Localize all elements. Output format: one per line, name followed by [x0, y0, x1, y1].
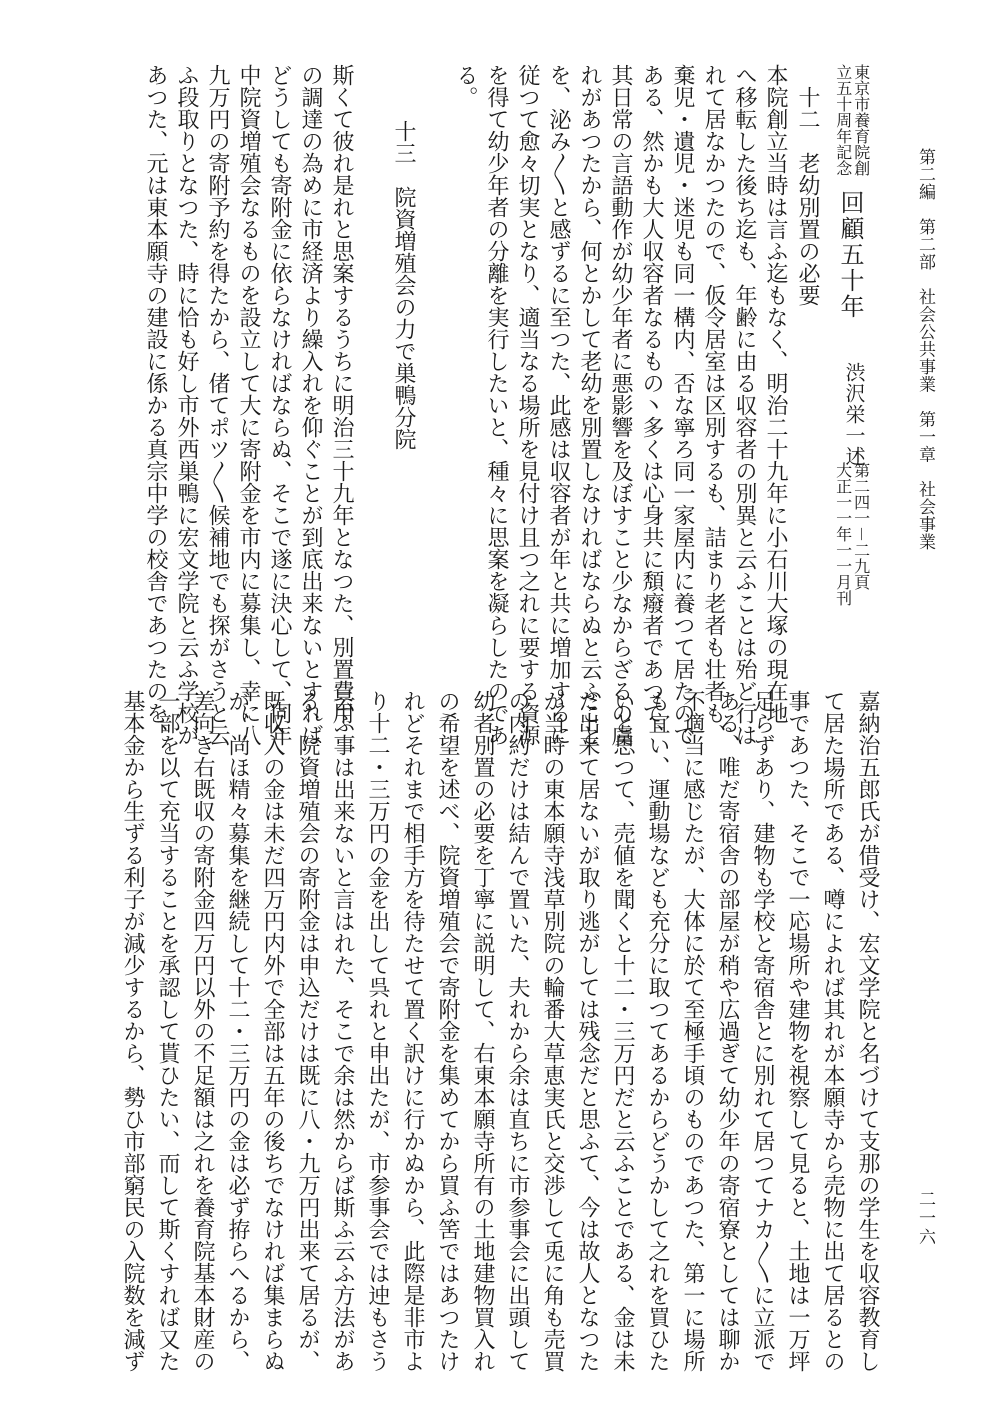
text-column: る。	[453, 64, 478, 108]
text-column: る、院資増殖会の寄附金は申込だけは既に八・九万円出来て居るが、	[295, 690, 320, 1372]
text-column: て居た場所である、噂によれば其れが本願寺から売物に出て居るとの	[820, 690, 845, 1372]
source-publisher-line1: 東京市養育院創	[851, 64, 871, 176]
text-column: 嘉納治五郎氏が借受け、宏文学院と名づけて支那の学生を収容教育し	[855, 690, 880, 1372]
text-column: 差向き右既収の寄附金四万円以外の不足額は之れを養育院基本財産の	[190, 690, 215, 1372]
text-column: だ出来て居ないが取り逃がしては残念だと思ふて、今は故人となつた	[575, 690, 600, 1372]
text-column: 一部を以て充当することを承認して貰ひたい、而して斯くすれば又た	[155, 690, 180, 1372]
running-head: 第二編 第二部 社会公共事業 第一章 社会事業	[915, 148, 935, 551]
text-column: へ移転した後ち迄も、年齢に由る収容者の別異と云ふことは殆ど行は	[732, 64, 757, 746]
source-title: 回顧五十年	[836, 190, 864, 320]
text-column: ある、然かも大人収容者なるもの丶多くは心身共に頽癈者であつて、	[639, 64, 664, 746]
text-column: 棄児・遺児・迷児も同一構内、否な寧ろ同一家屋内に養つて居たので	[670, 64, 695, 746]
text-column: 足らずあり、建物も学校と寄宿舎とに別れて居つてナカ〳〵に立派で	[750, 690, 775, 1372]
text-column: の調達の為めに市経済より繰入れを仰ぐことが到底出来ないとすれば	[298, 64, 323, 746]
text-column: 基本金から生ずる利子が減少するから、勢ひ市部窮民の入院数を減ず	[120, 690, 145, 1372]
text-column: 従つて愈々切実となり、適当なる場所を見付け且つ之れに要する資源	[515, 64, 540, 746]
source-ref-line1: 第二四一－二九頁	[851, 462, 871, 591]
text-column: いと思つて、売値を聞くと十二・三万円だと云ふことである、金は未	[610, 690, 635, 1372]
text-column: 中院資増殖会なるものを設立して大に寄附金を市内に募集し、幸に八	[236, 64, 261, 746]
text-column: あつた、元は東本願寺の建設に係かる真宗中学の校舎であつたのを、	[143, 64, 168, 746]
source-publisher-line2: 立五十周年記念	[833, 64, 853, 176]
text-column: 云ふ事は出来ないと言はれた、そこで余は然からば斯ふ云ふ方法があ	[330, 690, 355, 1372]
text-column: が当時の東本願寺浅草別院の輪番大草恵実氏と交渉して兎に角も売買	[540, 690, 565, 1372]
text-column: も宜い、運動場なども充分に取つてあるからどうかして之れを買ひた	[645, 690, 670, 1372]
text-column: が、尚ほ精々募集を継続して十二・三万円の金は必ず拵らへるから、	[225, 690, 250, 1372]
text-column: 其日常の言語動作が幼少年者に悪影響を及ぼすこと少なからざるの虞	[608, 64, 633, 746]
text-column: を得て幼少年者の分離を実行したいと、種々に思案を凝らしたのであ	[484, 64, 509, 746]
text-column: どうしても寄附金に依らなければならぬ、そこで遂に決心して、同年	[267, 64, 292, 746]
text-column: 既収入の金は未だ四万円内外で全部は五年の後ちでなければ集まらぬ	[260, 690, 285, 1372]
text-column: 斯くて彼れ是れと思案するうちに明治三十九年となつた、別置費用	[329, 64, 354, 724]
text-column: を、泌み〳〵と感ずるに至つた、此感は収容者が年と共に増加するに	[546, 64, 571, 746]
text-column: 本院創立当時は言ふ迄もなく、明治二十九年に小石川大塚の現在地	[763, 64, 788, 724]
text-column: 幼者別置の必要を丁寧に説明して、右東本願寺所有の土地建物買入れ	[470, 690, 495, 1372]
source-ref-line2: 大正一一年一一月刊	[833, 462, 853, 606]
text-column: れがあつたから、何とかして老幼を別置しなければならぬと云ふこと	[577, 64, 602, 746]
heading-twelve: 十二 老幼別置の必要	[795, 64, 820, 306]
text-column: ふ段取りとなつた、時に恰も好し市外西巣鴨に宏文学院と云ふ学校が	[174, 64, 199, 746]
text-column: れて居なかつたので、仮令居室は区別するも、詰まり老者も壮者も、	[701, 64, 726, 746]
page-number: 二一六	[915, 1190, 935, 1247]
text-column: ある、唯だ寄宿舎の部屋が稍や広過ぎて幼少年の寄宿寮としては聊か	[715, 690, 740, 1372]
text-column: れどそれまで相手方を待たせて置く訳けに行かぬから、此際是非市よ	[400, 690, 425, 1372]
text-column: 事であつた、そこで一応場所や建物を視察して見ると、土地は一万坪	[785, 690, 810, 1372]
heading-thirteen: 十三 院資増殖会の力で巣鴨分院	[391, 98, 416, 450]
text-column: 不適当に感じたが、大体に於て至極手頃のものであつた、第一に場所	[680, 690, 705, 1372]
text-column: り十二・三万円の金を出して呉れと申出たが、市参事会では迚もさう	[365, 690, 390, 1372]
text-column: の希望を述べ、院資増殖会で寄附金を集めてから買ふ筈ではあつたけ	[435, 690, 460, 1372]
text-column: 九万円の寄附予約を得たから、偖てポツ〳〵候補地でも探がさうと云	[205, 64, 230, 746]
text-column: の内約だけは結んで置いた、夫れから余は直ちに市参事会に出頭して	[505, 690, 530, 1372]
source-author: 渋沢栄一述	[842, 362, 866, 467]
